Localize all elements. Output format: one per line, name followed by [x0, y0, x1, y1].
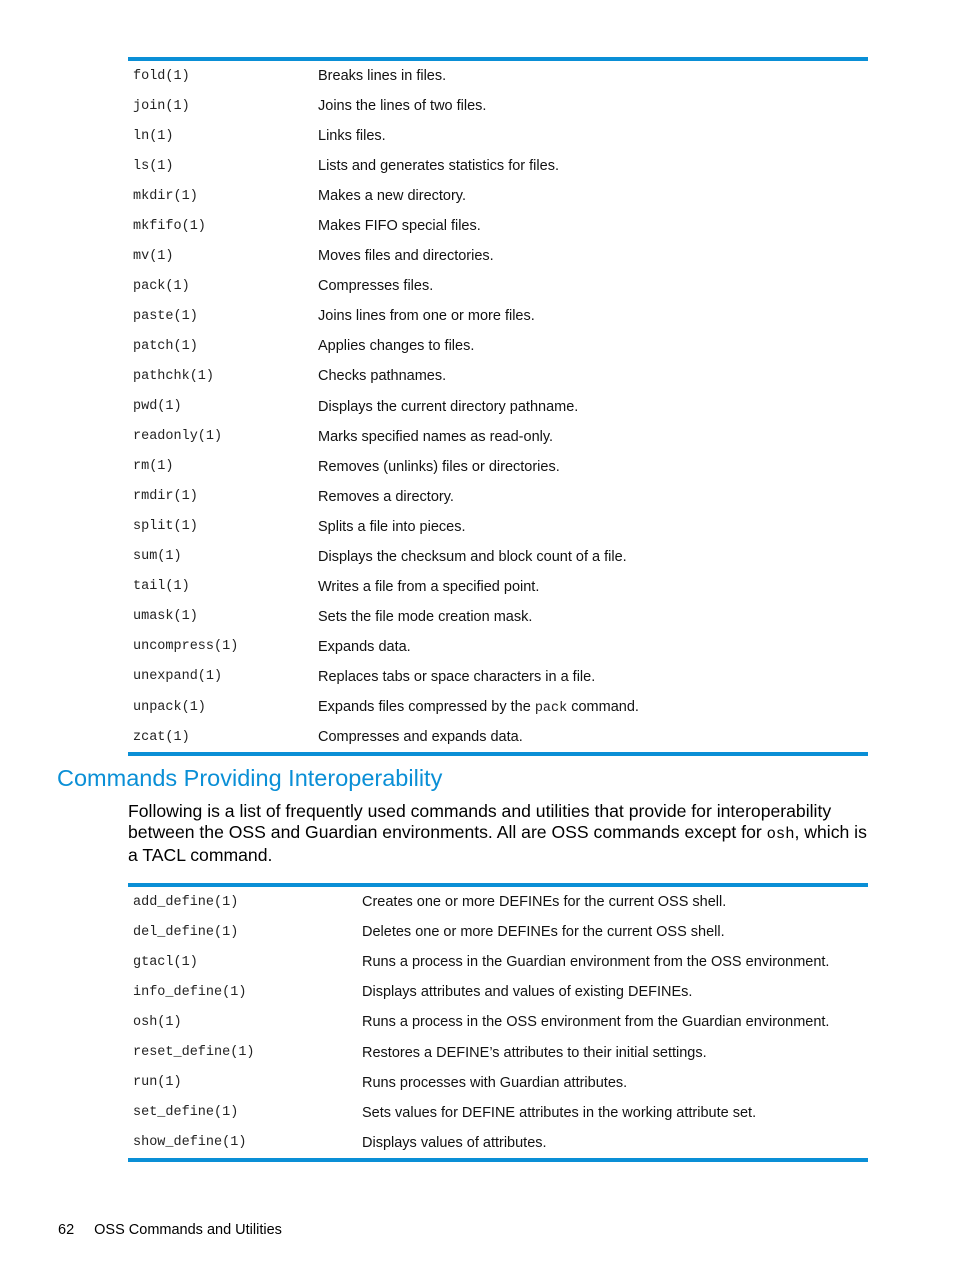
intro-code-osh: osh	[766, 825, 795, 843]
page-number: 62	[58, 1222, 75, 1238]
section-intro-paragraph	[128, 801, 873, 866]
command-name: rmdir(1)	[133, 489, 198, 505]
command-description: Runs a process in the Guardian environment from the OSS environment.	[362, 954, 830, 971]
command-name: mkdir(1)	[133, 188, 198, 204]
commands-table-interoperability	[128, 883, 868, 1162]
command-description: Links files.	[318, 128, 386, 145]
command-name: ln(1)	[133, 128, 174, 144]
table-row	[128, 91, 868, 121]
table-row	[128, 977, 868, 1007]
command-name: fold(1)	[133, 68, 190, 84]
table-row	[128, 1128, 868, 1158]
table-row	[128, 1037, 868, 1067]
table-row	[128, 181, 868, 211]
table-row	[128, 1007, 868, 1037]
command-description: Restores a DEFINE’s attributes to their initial settings.	[362, 1044, 707, 1061]
command-description: Removes a directory.	[318, 488, 454, 505]
command-name: tail(1)	[133, 579, 190, 595]
section-heading: Commands Providing Interoperability	[57, 765, 443, 791]
command-description: Joins the lines of two files.	[318, 98, 487, 115]
table-row	[128, 121, 868, 151]
table-row	[128, 331, 868, 361]
table-row	[128, 572, 868, 602]
table-row	[128, 452, 868, 482]
command-description: Applies changes to files.	[318, 338, 475, 355]
table-row	[128, 361, 868, 391]
table-row	[128, 1068, 868, 1098]
table-row	[128, 917, 868, 947]
table-row	[128, 542, 868, 572]
table-row	[128, 512, 868, 542]
command-name: readonly(1)	[133, 429, 223, 445]
command-description: Removes (unlinks) files or directories.	[318, 458, 560, 475]
table-row	[128, 482, 868, 512]
command-name: patch(1)	[133, 338, 198, 354]
command-description: Expands data.	[318, 638, 411, 655]
command-name: osh(1)	[133, 1014, 182, 1030]
command-description: Compresses and expands data.	[318, 729, 523, 746]
command-name: mkfifo(1)	[133, 218, 206, 234]
command-name: pathchk(1)	[133, 368, 215, 384]
command-description: Lists and generates statistics for files.	[318, 158, 559, 175]
command-name: show_define(1)	[133, 1135, 247, 1151]
command-description: Makes FIFO special files.	[318, 218, 481, 235]
command-description: Splits a file into pieces.	[318, 518, 466, 535]
table-row	[128, 301, 868, 331]
table-row	[128, 211, 868, 241]
command-name: add_define(1)	[133, 894, 239, 910]
table-row	[128, 61, 868, 91]
command-description: Creates one or more DEFINEs for the current OSS shell.	[362, 894, 727, 911]
table-row	[128, 887, 868, 917]
command-description: Displays the checksum and block count of a file.	[318, 548, 627, 565]
command-name: join(1)	[133, 98, 190, 114]
running-title: OSS Commands and Utilities	[94, 1222, 282, 1238]
description-text: Expands files compressed by the	[318, 698, 535, 715]
command-name: umask(1)	[133, 609, 198, 625]
command-name: set_define(1)	[133, 1105, 239, 1121]
command-description: Moves files and directories.	[318, 248, 494, 265]
table-row	[128, 722, 868, 752]
table-row	[128, 1098, 868, 1128]
command-description: Marks specified names as read-only.	[318, 428, 554, 445]
table-row	[128, 692, 868, 722]
intro-text-start: Following is a list of frequently used commands and utilities that provide for interoperability between the OSS and Guardian environments. All are OSS commands except for	[128, 801, 832, 842]
command-name: pack(1)	[133, 278, 190, 294]
command-description: Checks pathnames.	[318, 368, 447, 385]
command-name: uncompress(1)	[133, 639, 239, 655]
command-description: Displays values of attributes.	[362, 1134, 547, 1151]
description-code: pack	[534, 700, 568, 716]
command-name: paste(1)	[133, 308, 198, 324]
page-footer	[58, 1222, 282, 1238]
table-row	[128, 662, 868, 692]
command-name: pwd(1)	[133, 399, 182, 415]
command-name: gtacl(1)	[133, 954, 198, 970]
table-row	[128, 422, 868, 452]
table-row	[128, 241, 868, 271]
command-description: Compresses files.	[318, 278, 434, 295]
command-description: Displays the current directory pathname.	[318, 398, 579, 415]
command-name: ls(1)	[133, 158, 174, 174]
table-row	[128, 602, 868, 632]
table-row	[128, 271, 868, 301]
command-name: info_define(1)	[133, 984, 247, 1000]
table-row	[128, 947, 868, 977]
command-name: run(1)	[133, 1075, 182, 1091]
command-description: Deletes one or more DEFINEs for the current OSS shell.	[362, 924, 725, 941]
command-name: sum(1)	[133, 549, 182, 565]
command-name: unpack(1)	[133, 699, 206, 715]
command-name: unexpand(1)	[133, 669, 223, 685]
command-name: del_define(1)	[133, 924, 239, 940]
table-row	[128, 632, 868, 662]
command-name: reset_define(1)	[133, 1045, 255, 1061]
table-row	[128, 392, 868, 422]
command-name: mv(1)	[133, 248, 174, 264]
command-description: Writes a file from a specified point.	[318, 578, 540, 595]
command-description: Displays attributes and values of existing DEFINEs.	[362, 984, 693, 1001]
table-row	[128, 151, 868, 181]
command-description: Sets values for DEFINE attributes in the working attribute set.	[362, 1104, 757, 1121]
description-text: command.	[567, 698, 639, 715]
command-description: Breaks lines in files.	[318, 68, 447, 85]
commands-table-file-utilities	[128, 57, 868, 756]
command-description	[318, 699, 639, 716]
command-name: zcat(1)	[133, 729, 190, 745]
command-description: Replaces tabs or space characters in a file.	[318, 668, 596, 685]
command-description: Runs processes with Guardian attributes.	[362, 1074, 628, 1091]
command-name: rm(1)	[133, 459, 174, 475]
command-description: Sets the file mode creation mask.	[318, 608, 533, 625]
command-description: Runs a process in the OSS environment from the Guardian environment.	[362, 1014, 830, 1031]
command-name: split(1)	[133, 519, 198, 535]
intro-text-end: , which is a TACL command.	[128, 822, 867, 865]
command-description: Joins lines from one or more files.	[318, 308, 535, 325]
command-description: Makes a new directory.	[318, 188, 467, 205]
